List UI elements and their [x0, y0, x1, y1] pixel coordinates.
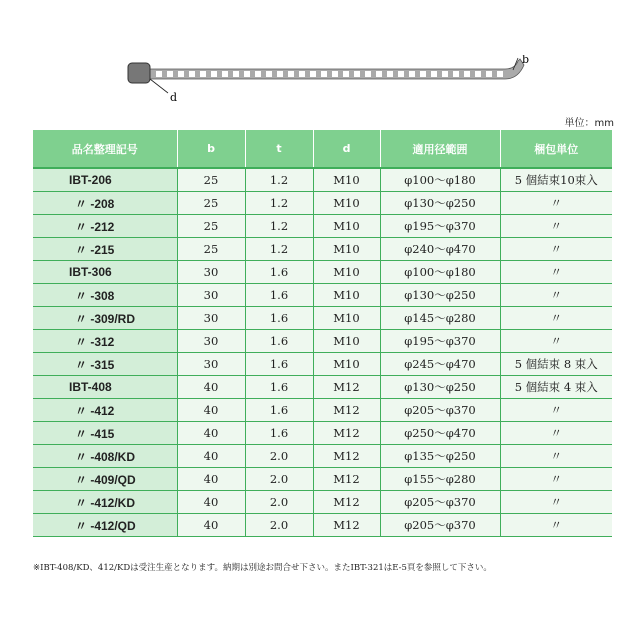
- table-cell: 〃 -409/QD: [33, 468, 177, 491]
- band-hole: [211, 71, 217, 77]
- table-cell: 1.6: [245, 330, 313, 353]
- band-hole: [277, 71, 283, 77]
- table-cell: M10: [313, 307, 380, 330]
- label-d: d: [170, 91, 178, 104]
- table-cell: 〃 -215: [33, 238, 177, 261]
- table-cell: 〃 -412/QD: [33, 514, 177, 537]
- band-hole: [453, 71, 459, 77]
- table-cell: φ195～φ370: [380, 215, 500, 238]
- table-cell: φ130～φ250: [380, 284, 500, 307]
- band-hole: [398, 71, 404, 77]
- table-row: [33, 330, 612, 353]
- band-hole: [266, 71, 272, 77]
- band-hole: [332, 71, 338, 77]
- table-cell: φ130～φ250: [380, 192, 500, 215]
- table-cell: φ155～φ280: [380, 468, 500, 491]
- table-cell: φ250～φ470: [380, 422, 500, 445]
- table-cell: 〃: [500, 238, 612, 261]
- band-hole: [222, 71, 228, 77]
- table-cell: M10: [313, 168, 380, 192]
- table-cell: 1.2: [245, 168, 313, 192]
- band-hole: [233, 71, 239, 77]
- footnote: ※IBT-408/KD、412/KDは受注生産となります。納期は別途お問合せ下さい。またIBT-321はE-5頁を参照して下さい。: [33, 563, 492, 573]
- table-cell: M10: [313, 261, 380, 284]
- table-row: [33, 376, 612, 399]
- table-cell: 5 個結束 8 束入: [500, 353, 612, 376]
- table-cell: 1.6: [245, 376, 313, 399]
- band-hole: [310, 71, 316, 77]
- column-header: 梱包単位: [500, 130, 612, 168]
- table-cell: 〃: [500, 468, 612, 491]
- column-header: t: [245, 130, 313, 168]
- table-cell: 〃 -408/KD: [33, 445, 177, 468]
- table-cell: M10: [313, 284, 380, 307]
- band-hole: [255, 71, 261, 77]
- table-cell: M12: [313, 514, 380, 537]
- column-header: 適用径範囲: [380, 130, 500, 168]
- table-cell: 〃 -208: [33, 192, 177, 215]
- table-cell: 〃: [500, 192, 612, 215]
- table-row: [33, 422, 612, 445]
- band-hole: [156, 71, 162, 77]
- band-hole: [387, 71, 393, 77]
- table-cell: φ205～φ370: [380, 399, 500, 422]
- table-cell: 2.0: [245, 514, 313, 537]
- band-hole: [343, 71, 349, 77]
- band-illustration: [120, 55, 540, 110]
- table-cell: M12: [313, 376, 380, 399]
- table-cell: 1.2: [245, 238, 313, 261]
- band-hole: [376, 71, 382, 77]
- table-cell: 1.6: [245, 284, 313, 307]
- table-cell: M12: [313, 399, 380, 422]
- table-cell: 〃 -415: [33, 422, 177, 445]
- band-hole: [288, 71, 294, 77]
- table-cell: M12: [313, 422, 380, 445]
- table-row: [33, 284, 612, 307]
- table-cell: 40: [177, 399, 245, 422]
- table-cell: M10: [313, 353, 380, 376]
- table-cell: 〃 -308: [33, 284, 177, 307]
- band-hole: [189, 71, 195, 77]
- table-cell: 1.6: [245, 261, 313, 284]
- table-cell: M10: [313, 192, 380, 215]
- table-cell: M10: [313, 330, 380, 353]
- table-cell: φ245～φ470: [380, 353, 500, 376]
- table-row: [33, 353, 612, 376]
- table-cell: φ240～φ470: [380, 238, 500, 261]
- table-row: [33, 261, 612, 284]
- table-cell: IBT-408: [33, 376, 177, 399]
- table-cell: 1.6: [245, 353, 313, 376]
- table-cell: 5 個結束10束入: [500, 168, 612, 192]
- table-cell: 〃: [500, 422, 612, 445]
- table-cell: 〃: [500, 330, 612, 353]
- table-cell: 〃: [500, 284, 612, 307]
- table-cell: 1.6: [245, 422, 313, 445]
- table-cell: 〃 -315: [33, 353, 177, 376]
- band-hole: [497, 71, 503, 77]
- table-cell: 30: [177, 353, 245, 376]
- column-header: b: [177, 130, 245, 168]
- band-hole: [365, 71, 371, 77]
- table-row: [33, 514, 612, 537]
- table-cell: 〃 -412: [33, 399, 177, 422]
- table-cell: 25: [177, 192, 245, 215]
- label-b: b: [522, 55, 530, 66]
- table-row: [33, 445, 612, 468]
- table-cell: 〃: [500, 307, 612, 330]
- table-cell: 25: [177, 215, 245, 238]
- table-cell: φ195～φ370: [380, 330, 500, 353]
- table-cell: IBT-306: [33, 261, 177, 284]
- band-hole: [200, 71, 206, 77]
- table-row: [33, 238, 612, 261]
- table-cell: 〃 -309/RD: [33, 307, 177, 330]
- table-cell: φ100～φ180: [380, 168, 500, 192]
- band-hole: [167, 71, 173, 77]
- table-row: [33, 399, 612, 422]
- table-cell: 30: [177, 284, 245, 307]
- table-cell: 〃: [500, 399, 612, 422]
- table-cell: 30: [177, 330, 245, 353]
- band-hole: [178, 71, 184, 77]
- table-cell: φ130～φ250: [380, 376, 500, 399]
- table-cell: 40: [177, 445, 245, 468]
- table-cell: M12: [313, 468, 380, 491]
- table-cell: M10: [313, 215, 380, 238]
- table-cell: 〃 -412/KD: [33, 491, 177, 514]
- table-row: [33, 168, 612, 192]
- table-row: [33, 215, 612, 238]
- table-cell: 〃 -312: [33, 330, 177, 353]
- table-cell: 1.2: [245, 215, 313, 238]
- table-cell: 40: [177, 422, 245, 445]
- table-cell: 〃: [500, 514, 612, 537]
- band-hole: [409, 71, 415, 77]
- table-cell: 40: [177, 514, 245, 537]
- table-cell: 1.2: [245, 192, 313, 215]
- band-hole: [464, 71, 470, 77]
- column-header: d: [313, 130, 380, 168]
- table-cell: 30: [177, 307, 245, 330]
- table-cell: M10: [313, 238, 380, 261]
- table-cell: 1.6: [245, 399, 313, 422]
- table-cell: 〃 -212: [33, 215, 177, 238]
- table-cell: M12: [313, 491, 380, 514]
- table-cell: 5 個結束 4 束入: [500, 376, 612, 399]
- column-header: 品名整理記号: [33, 130, 177, 168]
- band-hole: [442, 71, 448, 77]
- table-cell: 40: [177, 376, 245, 399]
- table-cell: IBT-206: [33, 168, 177, 192]
- table-row: [33, 468, 612, 491]
- table-cell: 30: [177, 261, 245, 284]
- band-hole: [354, 71, 360, 77]
- table-cell: φ135～φ250: [380, 445, 500, 468]
- table-row: [33, 307, 612, 330]
- band-hole: [486, 71, 492, 77]
- table-row: [33, 192, 612, 215]
- band-hole: [431, 71, 437, 77]
- spec-table: [33, 130, 612, 537]
- table-cell: 40: [177, 468, 245, 491]
- table-row: [33, 491, 612, 514]
- band-hole: [244, 71, 250, 77]
- table-cell: 2.0: [245, 468, 313, 491]
- band-hole: [475, 71, 481, 77]
- table-cell: φ145～φ280: [380, 307, 500, 330]
- band-hole: [299, 71, 305, 77]
- table-cell: 40: [177, 491, 245, 514]
- table-cell: 1.6: [245, 307, 313, 330]
- band-hole: [321, 71, 327, 77]
- table-cell: φ205～φ370: [380, 491, 500, 514]
- table-cell: φ205～φ370: [380, 514, 500, 537]
- table-cell: φ100～φ180: [380, 261, 500, 284]
- table-cell: 2.0: [245, 491, 313, 514]
- table-cell: 〃: [500, 215, 612, 238]
- table-cell: 25: [177, 168, 245, 192]
- table-cell: 〃: [500, 261, 612, 284]
- unit-label: 単位：mm: [564, 118, 614, 129]
- table-cell: 〃: [500, 491, 612, 514]
- table-cell: 2.0: [245, 445, 313, 468]
- table-cell: 25: [177, 238, 245, 261]
- band-hole: [420, 71, 426, 77]
- table-cell: M12: [313, 445, 380, 468]
- table-cell: 〃: [500, 445, 612, 468]
